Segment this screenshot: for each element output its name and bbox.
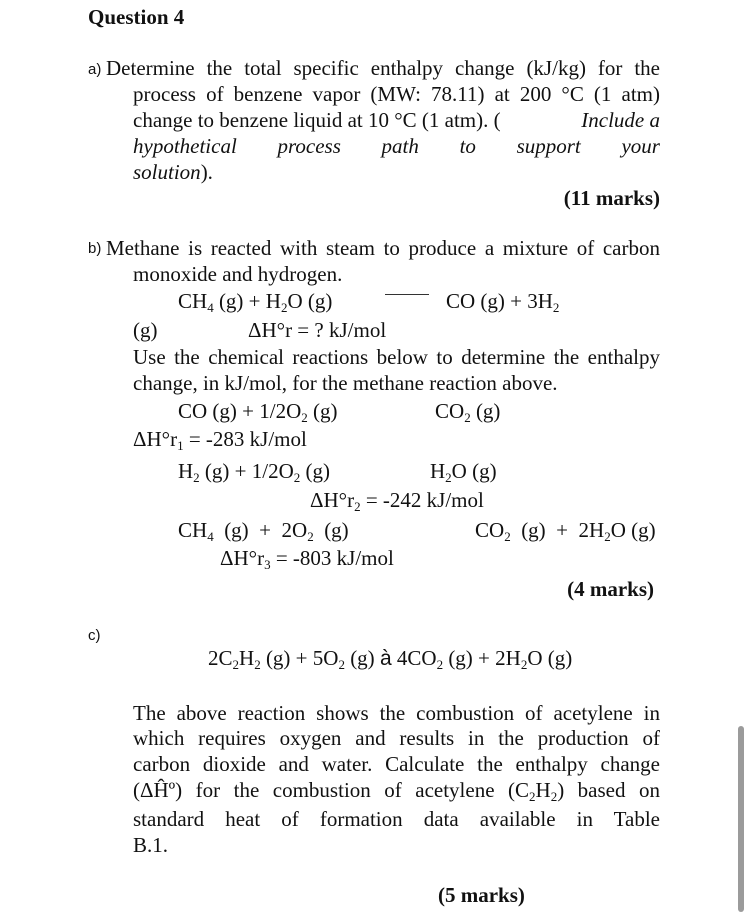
part-b-intro-1: Methane is reacted with steam to produce a mixture of carbon <box>106 236 660 260</box>
reaction-3-right: $CO_2$ $(g) + 2H_2O$ (g) <box>475 518 656 544</box>
part-a-line-3-italic: Include a <box>581 108 660 132</box>
part-a-line-5-end: ). <box>200 160 213 184</box>
word-process: process <box>277 134 341 158</box>
word-hypothetical: hypothetical <box>133 134 237 158</box>
reaction-1-dh: $\Delta H^\circ r_1 = -283$ kJ/mol <box>133 427 307 453</box>
word-path: path <box>381 134 419 158</box>
reaction-arrow <box>385 294 429 295</box>
part-a-line-5-italic: solution <box>133 160 201 184</box>
main-reaction-phase: (g) <box>133 318 158 342</box>
reaction-2-right: $H_2O$ (g) <box>430 459 497 485</box>
part-c-line-1: The above reaction shows the combustion of acetylene in <box>133 701 660 725</box>
part-a-line-3 <box>133 107 660 133</box>
word-to: to <box>459 134 476 158</box>
part-b-use-2: change, in kJ/mol, for the methane reaction above. <box>133 371 558 395</box>
part-a-line-3-text: change to benzene liquid at 10 °C (1 atm). ( <box>133 108 501 132</box>
main-reaction-dh: ΔH°r = ? kJ/mol <box>248 318 387 342</box>
part-c-line-6: B.1. <box>133 833 169 857</box>
part-b-intro-2: monoxide and hydrogen. <box>133 262 343 286</box>
part-a-line-1: Determine the total specific enthalpy change (kJ/kg) for the <box>106 56 660 80</box>
reaction-2-dh: $\Delta H^\circ r_2 = -242$ kJ/mol <box>310 488 484 514</box>
acetylene-reaction: $2C_2H_2$ $(g) + 5O_2$ (g) à $4CO_2$ $(g) + 2H_2O$ (g) <box>208 646 573 672</box>
reaction-1-right: $CO_2$ (g) <box>435 399 501 425</box>
part-b-use-1: Use the chemical reactions below to determine the enthalpy <box>133 345 660 369</box>
word-your: your <box>621 134 660 158</box>
part-a-marks: (11 marks) <box>563 186 660 210</box>
part-c-line-5: standard heat of formation data available in Table <box>133 807 660 831</box>
reaction-1-left: CO $(g) + 1/2O_2$ (g) <box>178 399 338 425</box>
main-reaction-left: $CH_4$ $(g) + H_2O$ (g) <box>178 289 333 315</box>
reaction-2-left: $H_2$ $(g) + 1/2O_2$ (g) <box>178 459 331 485</box>
main-reaction-right: CO $(g) + 3H_2$ <box>446 289 560 315</box>
part-c-line-2: which requires oxygen and results in the production of <box>133 726 660 750</box>
part-c-line-3: carbon dioxide and water. Calculate the enthalpy change <box>133 752 660 776</box>
part-b-label: b) <box>88 240 102 257</box>
part-c-marks: (5 marks) <box>438 883 525 907</box>
part-c-label: c) <box>88 627 101 644</box>
part-b-marks: (4 marks) <box>567 577 654 601</box>
part-a-label: a) <box>88 61 102 78</box>
question-title: Question 4 <box>88 5 185 29</box>
part-c-line-4: (ΔĤº) for the combustion of acetylene $(C_2H_2)$ based on <box>133 778 660 804</box>
part-a-line-4 <box>133 133 660 159</box>
vertical-scrollbar[interactable] <box>738 726 744 912</box>
reaction-3-left: $CH_4$ $(g) + 2O_2$ (g) <box>178 518 349 544</box>
part-a-line-5 <box>133 159 213 185</box>
part-a-line-2: process of benzene vapor (MW: 78.11) at 200 °C (1 atm) <box>133 82 660 106</box>
word-support: support <box>516 134 581 158</box>
reaction-3-dh: $\Delta H^\circ r_3 = -803$ kJ/mol <box>220 546 394 572</box>
